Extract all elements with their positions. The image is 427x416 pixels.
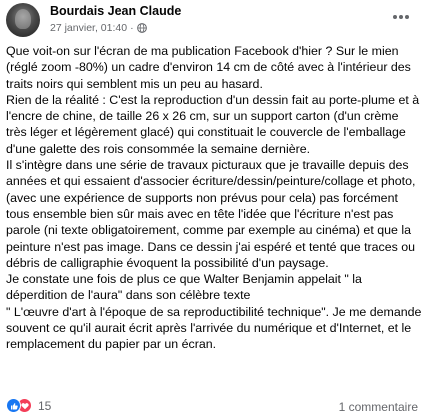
post-paragraph: Je constate une fois de plus ce que Walter Benjamin appelait " la déperdition de l'aura" dans son célèbre texte [6, 272, 362, 303]
more-horizontal-icon[interactable] [389, 9, 413, 25]
post-meta [50, 22, 147, 34]
post-paragraph: Il s'intègre dans une série de travaux picturaux que je travaille depuis des années et qui essaient d'associer écriture/dessin/peinture/collage et photo, (avec une expérience de supports non prévus pour cela) pas forcément tous ensemble bien sûr mais avec en tête l'idée que l'écriture n'est pas parole (ni texte obligatoirement, comme par exemple au cinéma) et que la peinture n'est pas image. Dans ce dessin j'ai espéré et tenté que traces ou débris de calligraphie évoquent la possibilité d'un paysage. [6, 158, 416, 270]
globe-icon[interactable] [137, 23, 147, 33]
post-date[interactable]: 27 janvier, 01:40 [50, 22, 128, 34]
like-icon [6, 398, 21, 413]
reactions-summary[interactable] [6, 398, 51, 413]
post-body [6, 43, 422, 353]
avatar[interactable] [6, 3, 40, 37]
comments-count-link[interactable]: 1 commentaire [338, 400, 418, 414]
post-paragraph: Rien de la réalité : C'est la reproduction d'un dessin fait au porte-plume et à l'encre de chine, de taille 26 x 26 cm, sur un support carton (d'un crème très léger et légèrement glacé) qui constituait le couvercle de l'emballage d'une galette des rois consommée la semaine dernière. [6, 92, 420, 156]
post-paragraph: Que voit-on sur l'écran de ma publication Facebook d'hier ? Sur le mien (réglé zoom -80%) un cadre d'environ 14 cm de côté avec à l'intérieur des traits noirs qui semblent mis un peu au hasard. [6, 44, 411, 91]
meta-separator: · [130, 22, 134, 34]
reaction-count: 15 [38, 398, 52, 413]
post-footer [6, 398, 421, 416]
author-name[interactable]: Bourdais Jean Claude [50, 4, 182, 18]
post-paragraph: " L'œuvre d'art à l'époque de sa reproductibilité technique". Je me demande souvent ce qu'il aurait écrit après l'arrivée du numérique et d'Internet, et le remplacement du papier par un écran. [6, 304, 422, 352]
post-header [6, 3, 427, 39]
